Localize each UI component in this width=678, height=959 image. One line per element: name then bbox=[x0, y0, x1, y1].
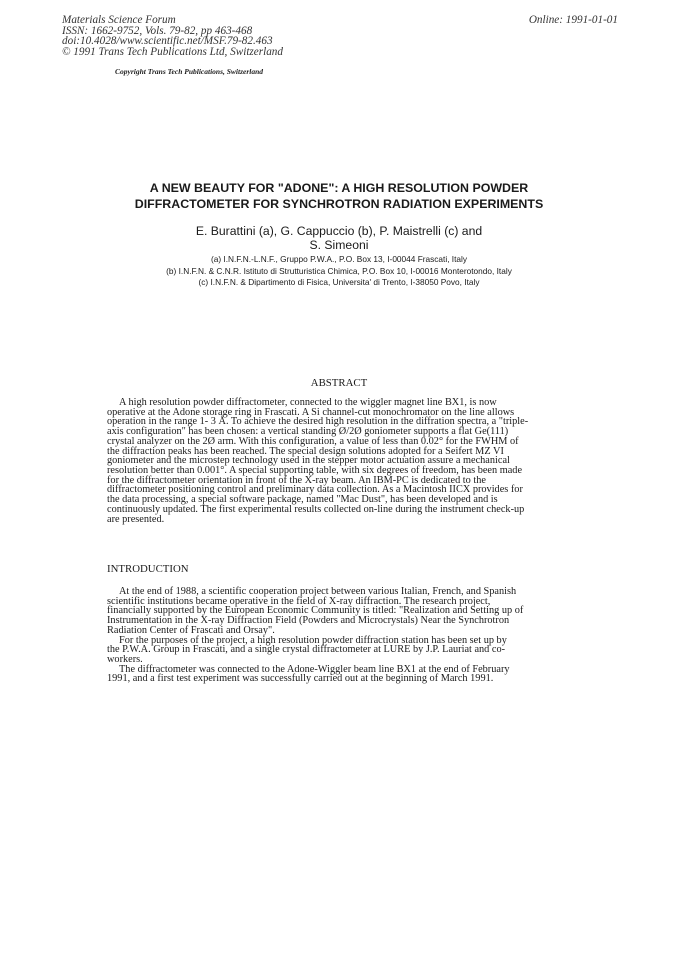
affiliation-c: (c) I.N.F.N. & Dipartimento di Fisica, Universita' di Trento, I-38050 Povo, Italy bbox=[198, 277, 480, 288]
authors-line-1: E. Burattini (a), G. Cappuccio (b), P. Maistrelli (c) and bbox=[195, 224, 483, 238]
abstract-line: resolution better than 0.001°. A special supporting table, with six degrees of freedom, has been made bbox=[107, 465, 523, 477]
intro-line: Instrumentation in the X-ray Diffraction Field (Powders and Microcrystals) Near the Synchrotron bbox=[107, 615, 510, 627]
intro-line: the P.W.A. Group in Frascati, and a single crystal diffractometer at LURE by J.P. Lauriat and co- bbox=[107, 644, 506, 656]
abstract-line: are presented. bbox=[107, 513, 165, 525]
abstract-body bbox=[107, 398, 577, 524]
doi-line: doi:10.4028/www.scientific.net/MSF.79-82.463 bbox=[62, 35, 273, 48]
online-date: Online: 1991-01-01 bbox=[528, 14, 618, 26]
authors-line-2: S. Simeoni bbox=[309, 237, 369, 252]
publisher-copyright: © 1991 Trans Tech Publications Ltd, Switzerland bbox=[62, 45, 283, 58]
abstract-line: for the diffractometer orientation in front of the X-ray beam. An IBM-PC is dedicated to the bbox=[107, 474, 486, 486]
issn-line: ISSN: 1662-9752, Vols. 79-82, pp 463-468 bbox=[62, 24, 253, 37]
intro-line: scientific institutions became operative in the field of X-ray diffraction. The research project, bbox=[107, 595, 491, 607]
paper-title bbox=[0, 180, 678, 212]
author-list bbox=[0, 225, 678, 252]
journal-name: Materials Science Forum bbox=[62, 14, 176, 26]
abstract-heading: ABSTRACT bbox=[310, 377, 368, 389]
abstract-line: the data processing, a special software package, named "Mac Dust", has been developed and is bbox=[107, 494, 498, 506]
title-line-2: DIFFRACTOMETER FOR SYNCHROTRON RADIATION EXPERIMENTS bbox=[134, 197, 544, 211]
intro-line: workers. bbox=[107, 654, 143, 666]
abstract-line: continuously updated. The first experimental results collected on-line during the instrument check-up bbox=[107, 503, 525, 515]
intro-line: The diffractometer was connected to the Adone-Wiggler beam line BX1 at the end of February bbox=[119, 663, 510, 675]
affiliation-a: (a) I.N.F.N.-L.N.F., Gruppo P.W.A., P.O. Box 13, I-00044 Frascati, Italy bbox=[210, 254, 468, 264]
abstract-line: goniometer and the microstep technology used in the stepper motor actuation assure a mechanical bbox=[107, 455, 510, 467]
abstract-line: operation in the range 1- 3 Å. To achieve the desired high resolution in the diffration spectra, a "triple- bbox=[107, 416, 529, 428]
intro-line: For the purposes of the project, a high resolution powder diffraction station has been set up by bbox=[119, 634, 507, 646]
abstract-line: axis configuration" has been chosen: a vertical standing Ø/2Ø goniometer supports a flat Ge(111) bbox=[107, 426, 509, 438]
abstract-line: crystal analyzer on the 2Ø arm. With this configuration, a value of less than 0.02° for the FWHM of bbox=[107, 435, 519, 447]
affiliation-b: (b) I.N.F.N. & C.N.R. Istituto di Strutturistica Chimica, P.O. Box 10, I-00016 Monterotondo, Italy bbox=[166, 265, 512, 276]
intro-line: financially supported by the European Economic Community is titled: "Realization and Setting up of bbox=[107, 605, 524, 617]
abstract-line: diffractometer positioning control and preliminary data collection. As a Macintosh IICX provides for bbox=[107, 484, 523, 496]
title-line-1: A NEW BEAUTY FOR "ADONE": A HIGH RESOLUTION POWDER bbox=[149, 181, 529, 195]
journal-header bbox=[62, 15, 283, 57]
introduction-body bbox=[107, 587, 577, 684]
introduction-heading: INTRODUCTION bbox=[107, 563, 189, 575]
affiliations bbox=[0, 254, 678, 289]
abstract-line: operative at the Adone storage ring in Frascati. A Si channel-cut monochromator on the line allows bbox=[107, 406, 515, 418]
abstract-line: the diffraction peaks has been reached. The special design solutions adopted for a Seifert MZ VI bbox=[107, 445, 504, 457]
intro-line: 1991, and a first test experiment was successfully carried out at the beginning of March 1991. bbox=[107, 673, 494, 685]
intro-line: At the end of 1988, a scientific cooperation project between various Italian, French, and Spanish bbox=[119, 586, 517, 597]
intro-line: Radiation Center of Frascati and Orsay". bbox=[107, 624, 275, 636]
abstract-line: A high resolution powder diffractometer, connected to the wiggler magnet line BX1, is now bbox=[119, 397, 497, 408]
copyright-notice: Copyright Trans Tech Publications, Switzerland bbox=[115, 67, 264, 76]
